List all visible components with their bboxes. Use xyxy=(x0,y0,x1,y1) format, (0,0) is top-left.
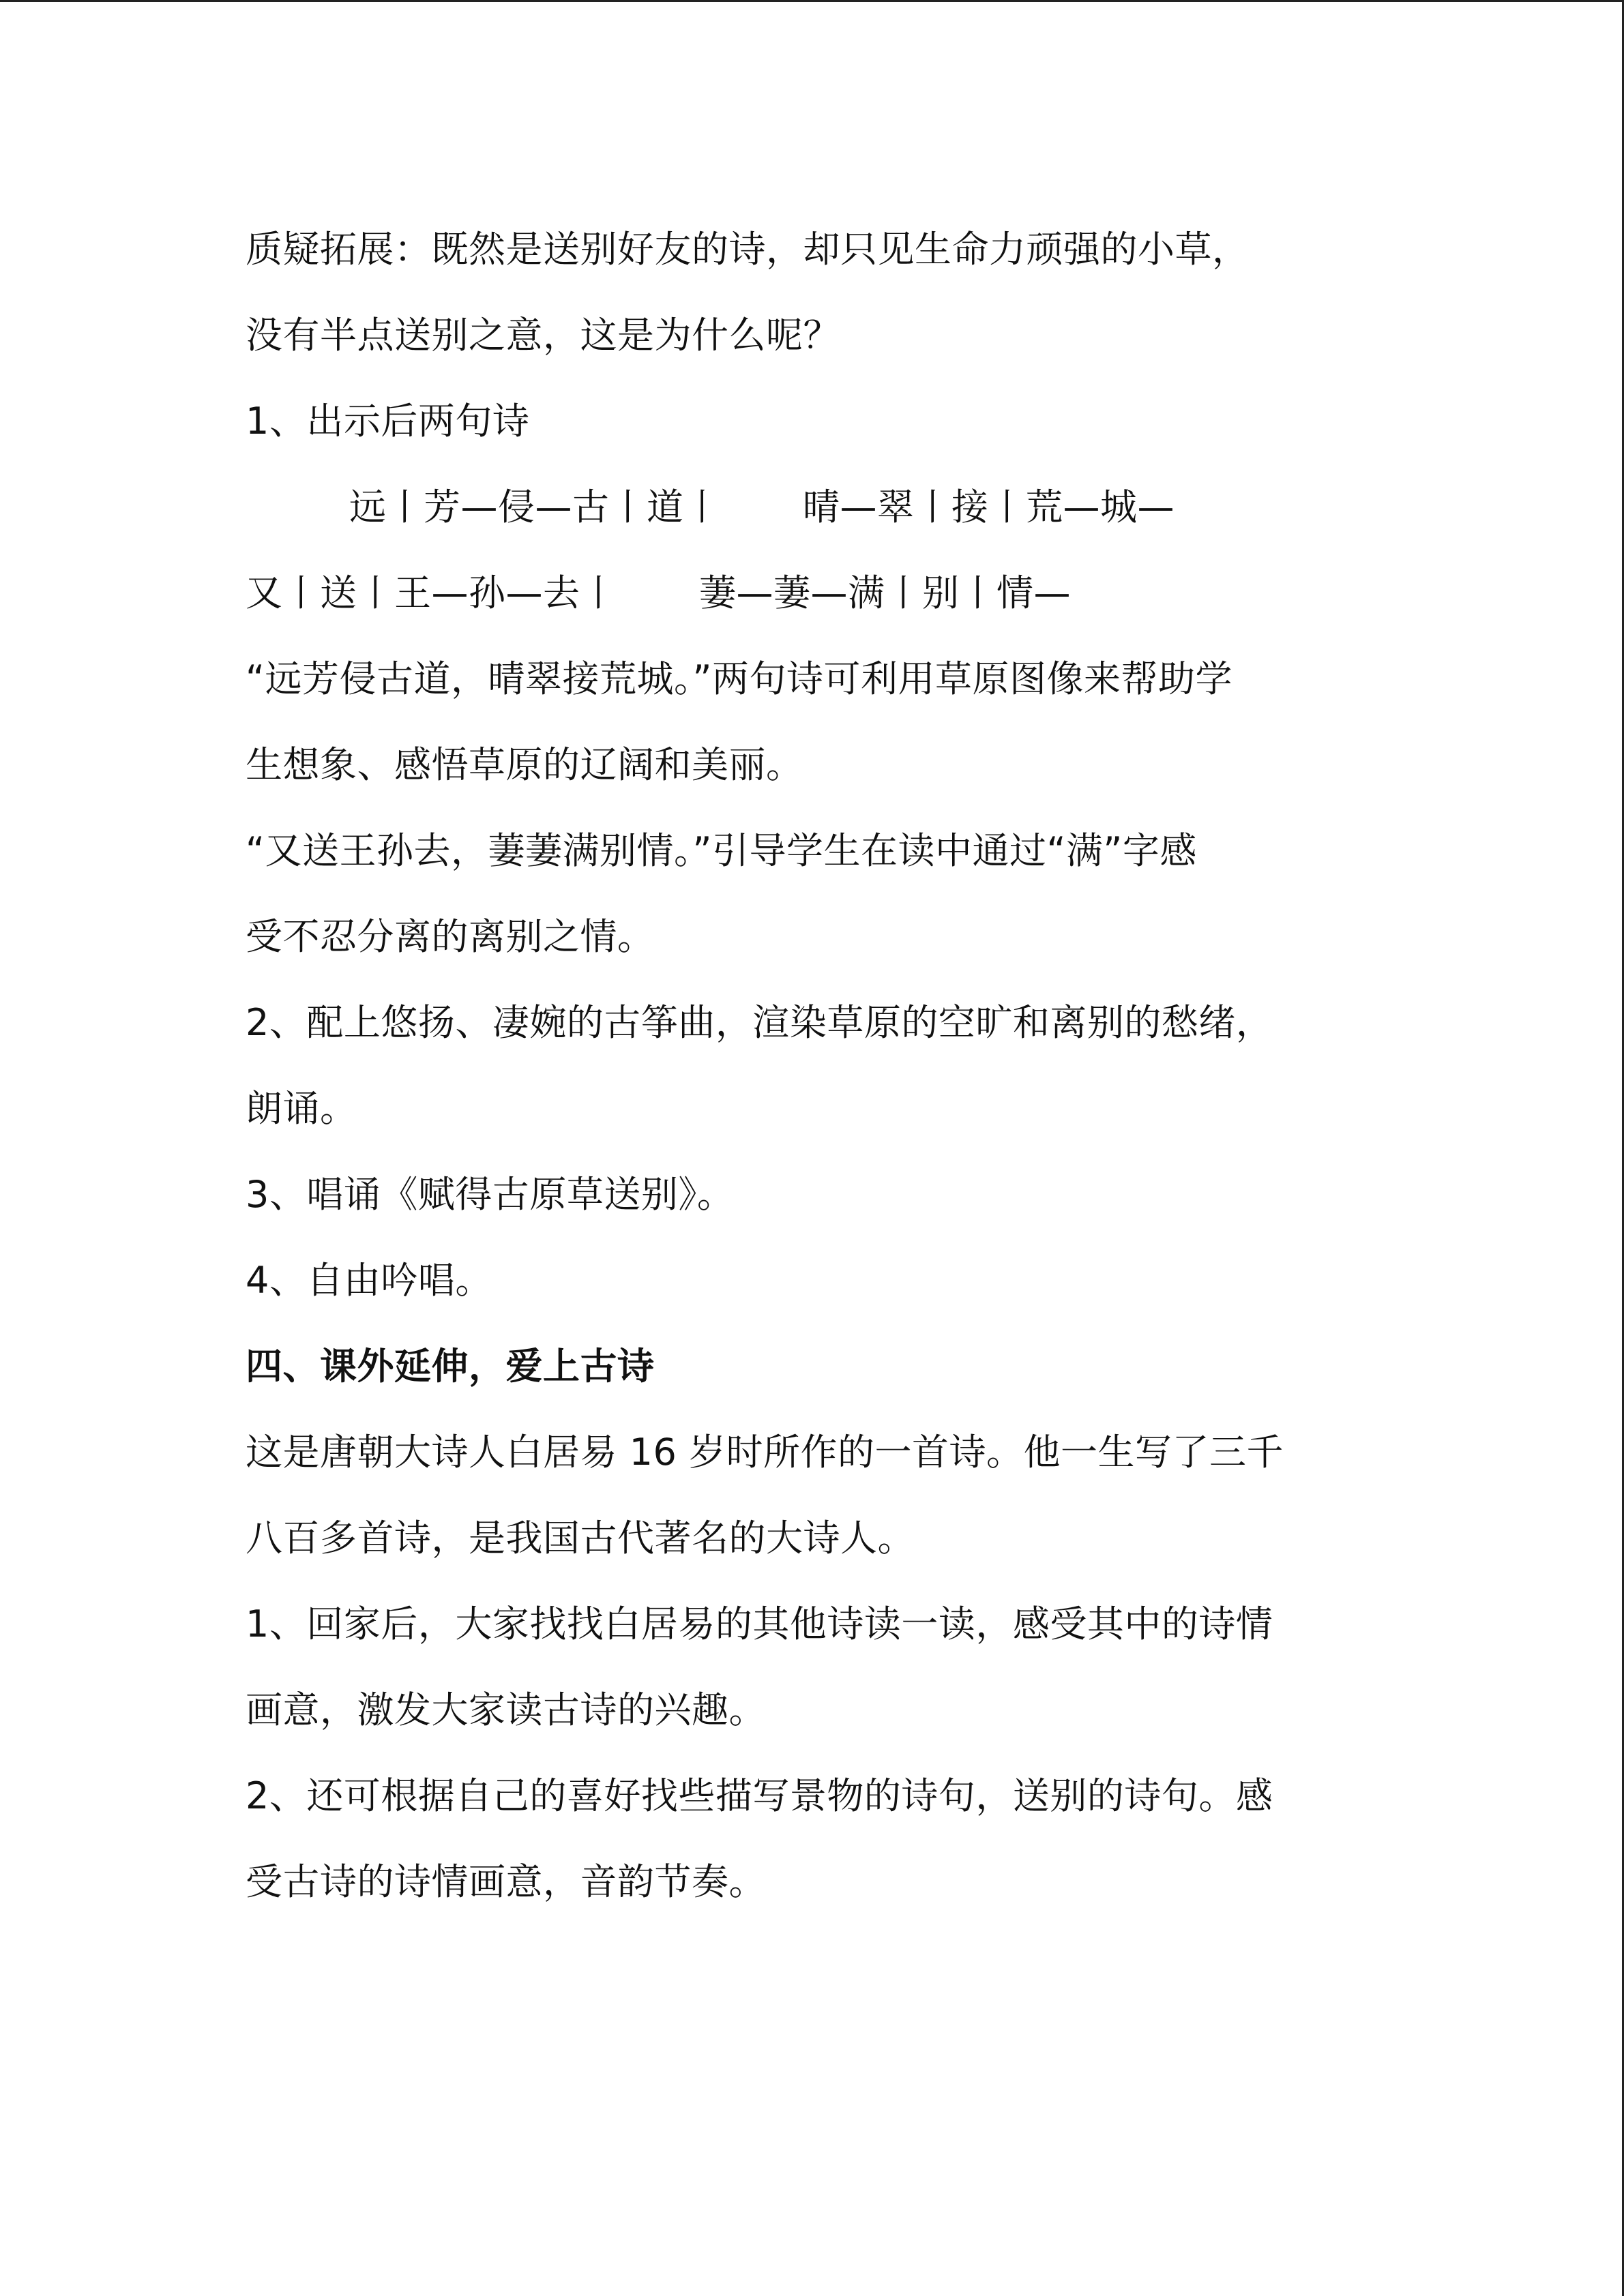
rhythm-segment: 晴—翠丨接丨荒—城— xyxy=(803,486,1175,528)
list-item: 2、配上悠扬、凄婉的古筝曲，渲染草原的空旷和离别的愁绪， xyxy=(246,1001,1273,1044)
list-item: 2、还可根据自己的喜好找些描写景物的诗句，送别的诗句。感 xyxy=(246,1774,1273,1817)
list-item: 1、回家后，大家找找白居易的其他诗读一读，感受其中的诗情 xyxy=(246,1602,1273,1645)
paragraph-line: 质疑拓展：既然是送别好友的诗，却只见生命力顽强的小草， xyxy=(246,228,1250,271)
poem-rhythm-line-1 xyxy=(246,464,1378,550)
paragraph-line: “远芳侵古道，晴翠接荒城。”两句诗可利用草原图像来帮助学 xyxy=(246,657,1232,700)
paragraph-line: 没有半点送别之意，这是为什么呢？ xyxy=(246,314,840,357)
rhythm-segment: 萋—萋—满丨别丨情— xyxy=(699,571,1071,614)
paragraph-line: 这是唐朝大诗人白居易 16 岁时所作的一首诗。他一生写了三千 xyxy=(246,1431,1284,1474)
section-heading: 四、课外延伸，爱上古诗 xyxy=(246,1345,655,1388)
document-body xyxy=(246,207,1378,1925)
list-item: 3、唱诵《赋得古原草送别》。 xyxy=(246,1173,735,1216)
rhythm-segment: 又丨送丨王—孙—去丨 xyxy=(246,571,617,614)
paragraph-line: 朗诵。 xyxy=(246,1087,357,1130)
paragraph-line: “又送王孙去，萋萋满别情。”引导学生在读中通过“满”字感 xyxy=(246,829,1197,872)
paragraph-line: 受古诗的诗情画意，音韵节奏。 xyxy=(246,1860,766,1903)
paragraph-line: 生想象、感悟草原的辽阔和美丽。 xyxy=(246,743,803,786)
list-item: 1、出示后两句诗 xyxy=(246,400,530,443)
rhythm-segment: 远丨芳—侵—古丨道丨 xyxy=(349,486,721,528)
paragraph-line: 受不忍分离的离别之情。 xyxy=(246,915,655,958)
paragraph-line: 画意，激发大家读古诗的兴趣。 xyxy=(246,1688,766,1731)
poem-rhythm-line-2 xyxy=(246,550,1378,636)
paragraph-line: 八百多首诗，是我国古代著名的大诗人。 xyxy=(246,1517,915,1560)
list-item: 4、自由吟唱。 xyxy=(246,1259,492,1302)
